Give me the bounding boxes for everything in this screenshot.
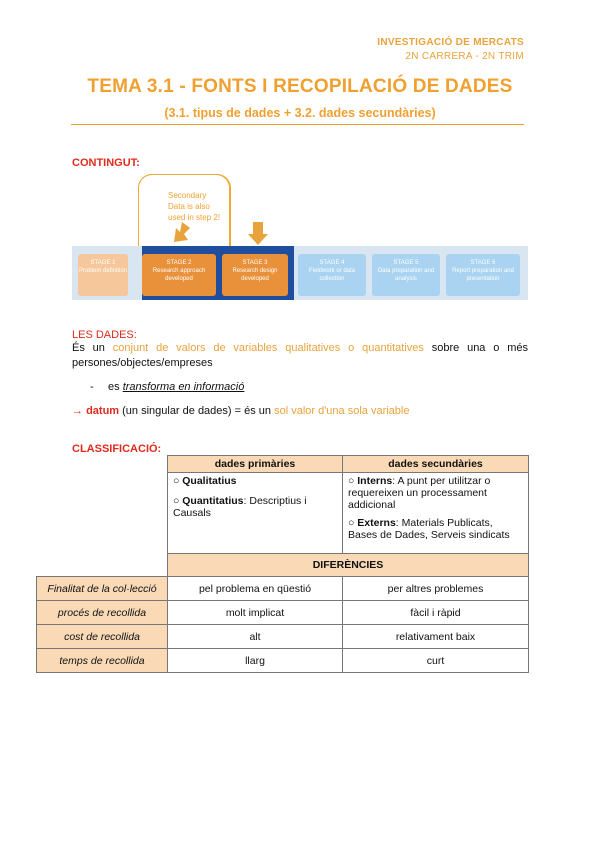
classification-table — [36, 455, 529, 673]
research-process-diagram — [72, 172, 532, 300]
title-divider — [71, 124, 524, 125]
dades-definition: És un conjunt de valors de variables qualitatives o quantitatives sobre una o més persones/objectes/empreses — [72, 342, 529, 369]
page-title: TEMA 3.1 - FONTS I RECOPILACIÓ DE DADES — [87, 76, 513, 97]
table-row: procés de recollida molt implicat fàcil i ràpid — [37, 601, 529, 625]
secondary-data-note: Secondary Data is also used in step 2! — [168, 191, 221, 222]
diferencies-header: DIFERÈNCIES — [168, 554, 529, 577]
dades-heading: LES DADES: — [72, 329, 137, 341]
course-term: 2N CARRERA - 2N TRIM — [405, 51, 524, 62]
contingut-heading: CONTINGUT: — [72, 157, 140, 169]
stage-4: STAGE 4 Fieldwork or data collection — [298, 254, 366, 296]
stage-1: STAGE 1 Problem definition — [78, 254, 128, 296]
col-header-primaries: dades primàries — [168, 456, 343, 473]
table-row: temps de recollida llarg curt — [37, 649, 529, 673]
arrow-down-icon — [248, 222, 268, 246]
stage-6: STAGE 6 Report preparation and presentation — [446, 254, 520, 296]
stage-5: STAGE 5 Data preparation and analysis — [372, 254, 440, 296]
arrow-down-left-icon — [172, 222, 192, 244]
primaries-types: ○ Qualitatius ○ Quantitatius: Descriptius i Causals — [168, 473, 343, 554]
table-row: Finalitat de la col·lecció pel problema en qüestió per altres problemes — [37, 577, 529, 601]
page-subtitle: (3.1. tipus de dades + 3.2. dades secundàries) — [164, 106, 436, 120]
dades-bullet: - es transforma en informació — [90, 381, 245, 393]
classificacio-heading: CLASSIFICACIÓ: — [72, 443, 162, 455]
stage-2: STAGE 2 Research approach developed — [142, 254, 216, 296]
course-name: INVESTIGACIÓ DE MERCATS — [377, 37, 524, 48]
secundaries-types: ○ Interns: A punt per utilitzar o requereixen un processament addicional ○ Externs: Materials Publicats, Bases de Dades, Serveis sindicats — [343, 473, 529, 554]
col-header-secundaries: dades secundàries — [343, 456, 529, 473]
table-row: cost de recollida alt relativament baix — [37, 625, 529, 649]
datum-line: → datum (un singular de dades) = és un sol valor d'una sola variable — [72, 405, 410, 417]
stage-3: STAGE 3 Research design developed — [222, 254, 288, 296]
